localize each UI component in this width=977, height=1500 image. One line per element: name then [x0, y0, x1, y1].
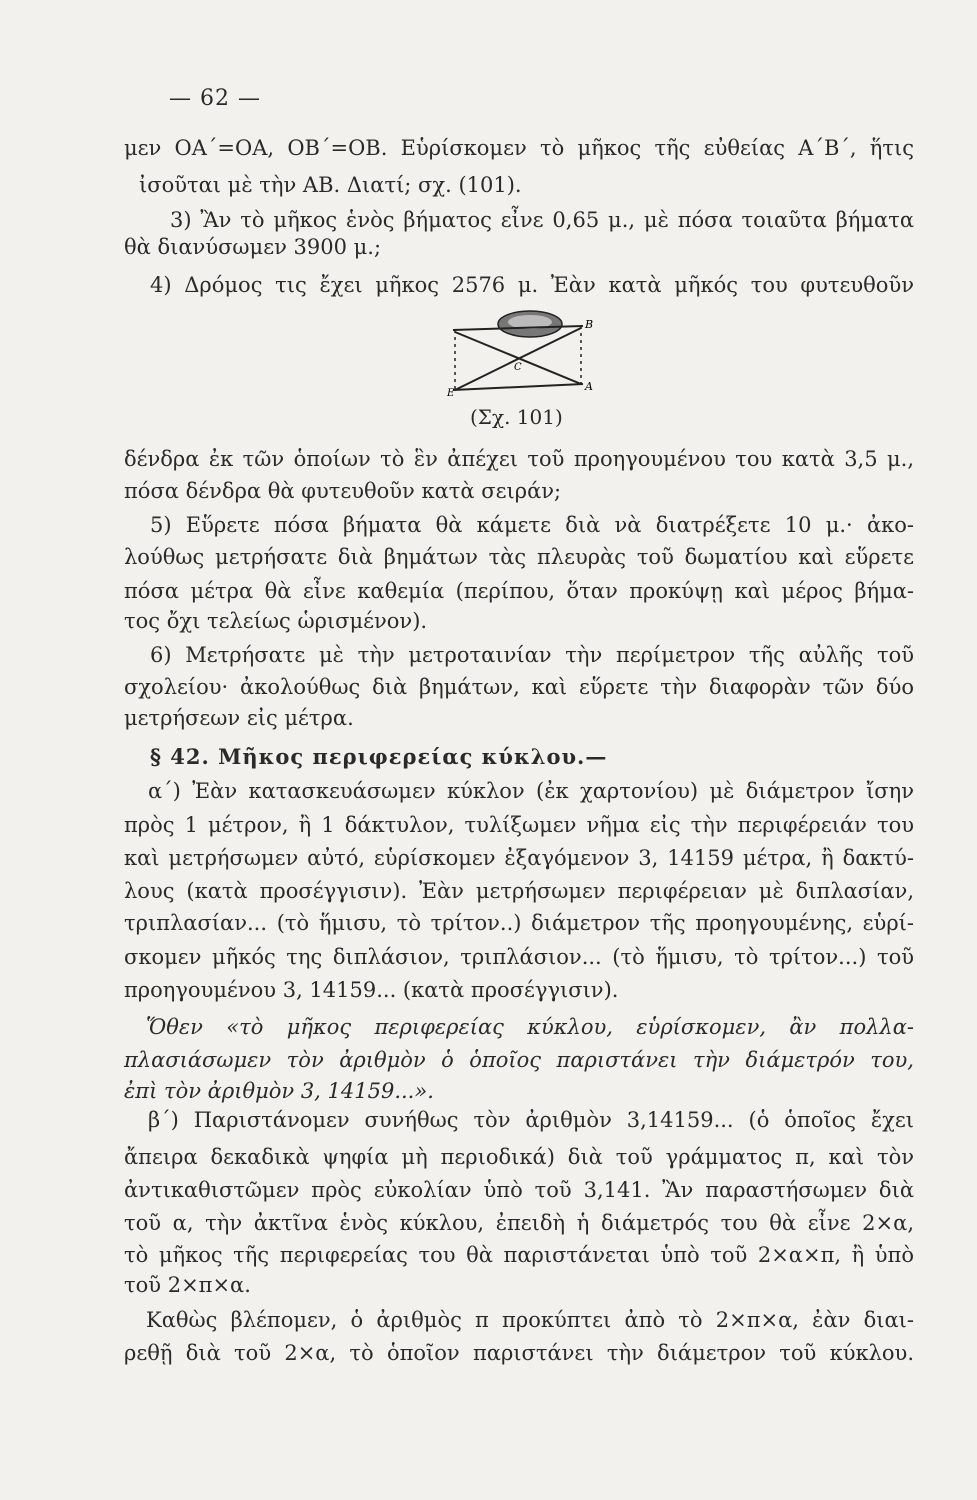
page-number: — 62 — [169, 86, 261, 111]
rule-statement: πλασιάσωμεν τὸν ἀριθμὸν ὁ ὁποῖος παριστάνει τὴν διάμετρόν του, [124, 1048, 914, 1072]
text-line: θὰ διανύσωμεν 3900 μ.; [124, 235, 382, 259]
text-line: τριπλασίαν... (τὸ ἥμισυ, τὸ τρίτον..) διάμετρον τῆς προηγουμένης, εὑρί- [124, 911, 914, 935]
text-line: ἀντικαθιστῶμεν πρὸς εὐκολίαν ὑπὸ τοῦ 3,141. Ἂν παραστήσωμεν διὰ [124, 1178, 914, 1202]
label-e: E [447, 388, 455, 399]
rule-statement: ἐπὶ τὸν ἀριθμὸν 3, 14159...». [124, 1079, 434, 1103]
bottom-edge [453, 384, 583, 390]
text-line: μεν ΟΑ΄=ΟΑ, ΟΒ΄=ΟΒ. Εὑρίσκομεν τὸ μῆκος τῆς εὐθείας Α΄Β΄, ἥτις [124, 136, 914, 160]
text-line: Καθὼς βλέπομεν, ὁ ἀριθμὸς π προκύπτει ἀπὸ τὸ 2×π×α, ἐὰν διαι- [146, 1308, 914, 1332]
rule-statement: Ὅθεν «τὸ μῆκος περιφερείας κύκλου, εὑρίσκομεν, ἂν πολλα- [146, 1015, 914, 1039]
text-line: τοῦ 2×π×α. [124, 1273, 251, 1297]
figure-diagram [448, 302, 608, 402]
text-line: δένδρα ἐκ τῶν ὁποίων τὸ ἓν ἀπέχει τοῦ προηγουμένου του κατὰ 3,5 μ., [124, 447, 914, 471]
text-line: σχολείου· ἀκολούθως διὰ βημάτων, καὶ εὕρετε τὴν διαφορὰν τῶν δύο [124, 675, 914, 699]
text-line: α΄) Ἐὰν κατασκευάσωμεν κύκλον (ἐκ χαρτονίου) μὲ διάμετρον ἴσην [148, 779, 914, 803]
text-line: πόσα δένδρα θὰ φυτευθοῦν κατὰ σειράν; [124, 479, 562, 503]
text-line: ἄπειρα δεκαδικὰ ψηφία μὴ περιοδικά) διὰ τοῦ γράμματος π, καὶ τὸν [124, 1145, 914, 1169]
text-line: σκομεν μῆκός της διπλάσιον, τριπλάσιον... (τὸ ἥμισυ, τὸ τρίτον...) τοῦ [124, 945, 914, 969]
text-line: λούθως μετρήσατε διὰ βημάτων τὰς πλευρὰς τοῦ δωματίου καὶ εὕρετε [124, 545, 914, 569]
text-line: πρὸς 1 μέτρον, ἢ 1 δάκτυλον, τυλίξωμεν νῆμα εἰς τὴν περιφέρειάν του [124, 813, 914, 837]
text-line: προηγουμένου 3, 14159... (κατὰ προσέγγισιν). [124, 978, 619, 1002]
text-line: ρεθῇ διὰ τοῦ 2×α, τὸ ὁποῖον παριστάνει τὴν διάμετρον τοῦ κύκλου. [124, 1341, 914, 1365]
section-heading: § 42. Μῆκος περιφερείας κύκλου.— [150, 744, 608, 769]
text-line: λους (κατὰ προσέγγισιν). Ἐὰν μετρήσωμεν περιφέρειαν μὲ διπλασίαν, [124, 879, 914, 903]
text-line: 5) Εὕρετε πόσα βήματα θὰ κάμετε διὰ νὰ διατρέξετε 10 μ.· ἀκο- [150, 513, 914, 537]
label-b: B [585, 318, 594, 331]
label-c: C [514, 362, 522, 373]
text-line: 3) Ἂν τὸ μῆκος ἑνὸς βήματος εἶνε 0,65 μ., μὲ πόσα τοιαῦτα βήματα [170, 208, 914, 232]
text-line: 4) Δρόμος τις ἔχει μῆκος 2576 μ. Ἐὰν κατὰ μῆκός του φυτευθοῦν [150, 273, 914, 297]
text-line: β΄) Παριστάνομεν συνήθως τὸν ἀριθμὸν 3,14159... (ὁ ὁποῖος ἔχει [148, 1108, 914, 1132]
text-line: ἰσοῦται μὲ τὴν ΑΒ. Διατί; σχ. (101). [139, 173, 522, 197]
text-line: τὸ μῆκος τῆς περιφερείας του θὰ παριστάνεται ὑπὸ τοῦ 2×α×π, ἢ ὑπὸ [124, 1243, 914, 1267]
label-a: A [585, 380, 593, 393]
text-line: τος ὄχι τελείως ὡρισμένον). [124, 609, 428, 633]
text-line: μετρήσεων εἰς μέτρα. [124, 706, 354, 730]
diagonal-2 [455, 328, 581, 390]
figure-caption: (Σχ. 101) [470, 405, 563, 429]
text-line: 6) Μετρήσατε μὲ τὴν μετροταινίαν τὴν περίμετρον τῆς αὐλῆς τοῦ [150, 643, 914, 667]
text-line: πόσα μέτρα θὰ εἶνε καθεμία (περίπου, ὅταν προκύψῃ καὶ μέρος βήμα- [124, 579, 914, 603]
text-line: καὶ μετρήσωμεν αὐτό, εὑρίσκομεν ἐξαγόμενον 3, 14159 μέτρα, ἢ δακτύ- [124, 846, 914, 870]
text-line: τοῦ α, τὴν ἀκτῖνα ἑνὸς κύκλου, ἐπειδὴ ἡ διάμετρός του θὰ εἶνε 2×α, [124, 1211, 914, 1235]
